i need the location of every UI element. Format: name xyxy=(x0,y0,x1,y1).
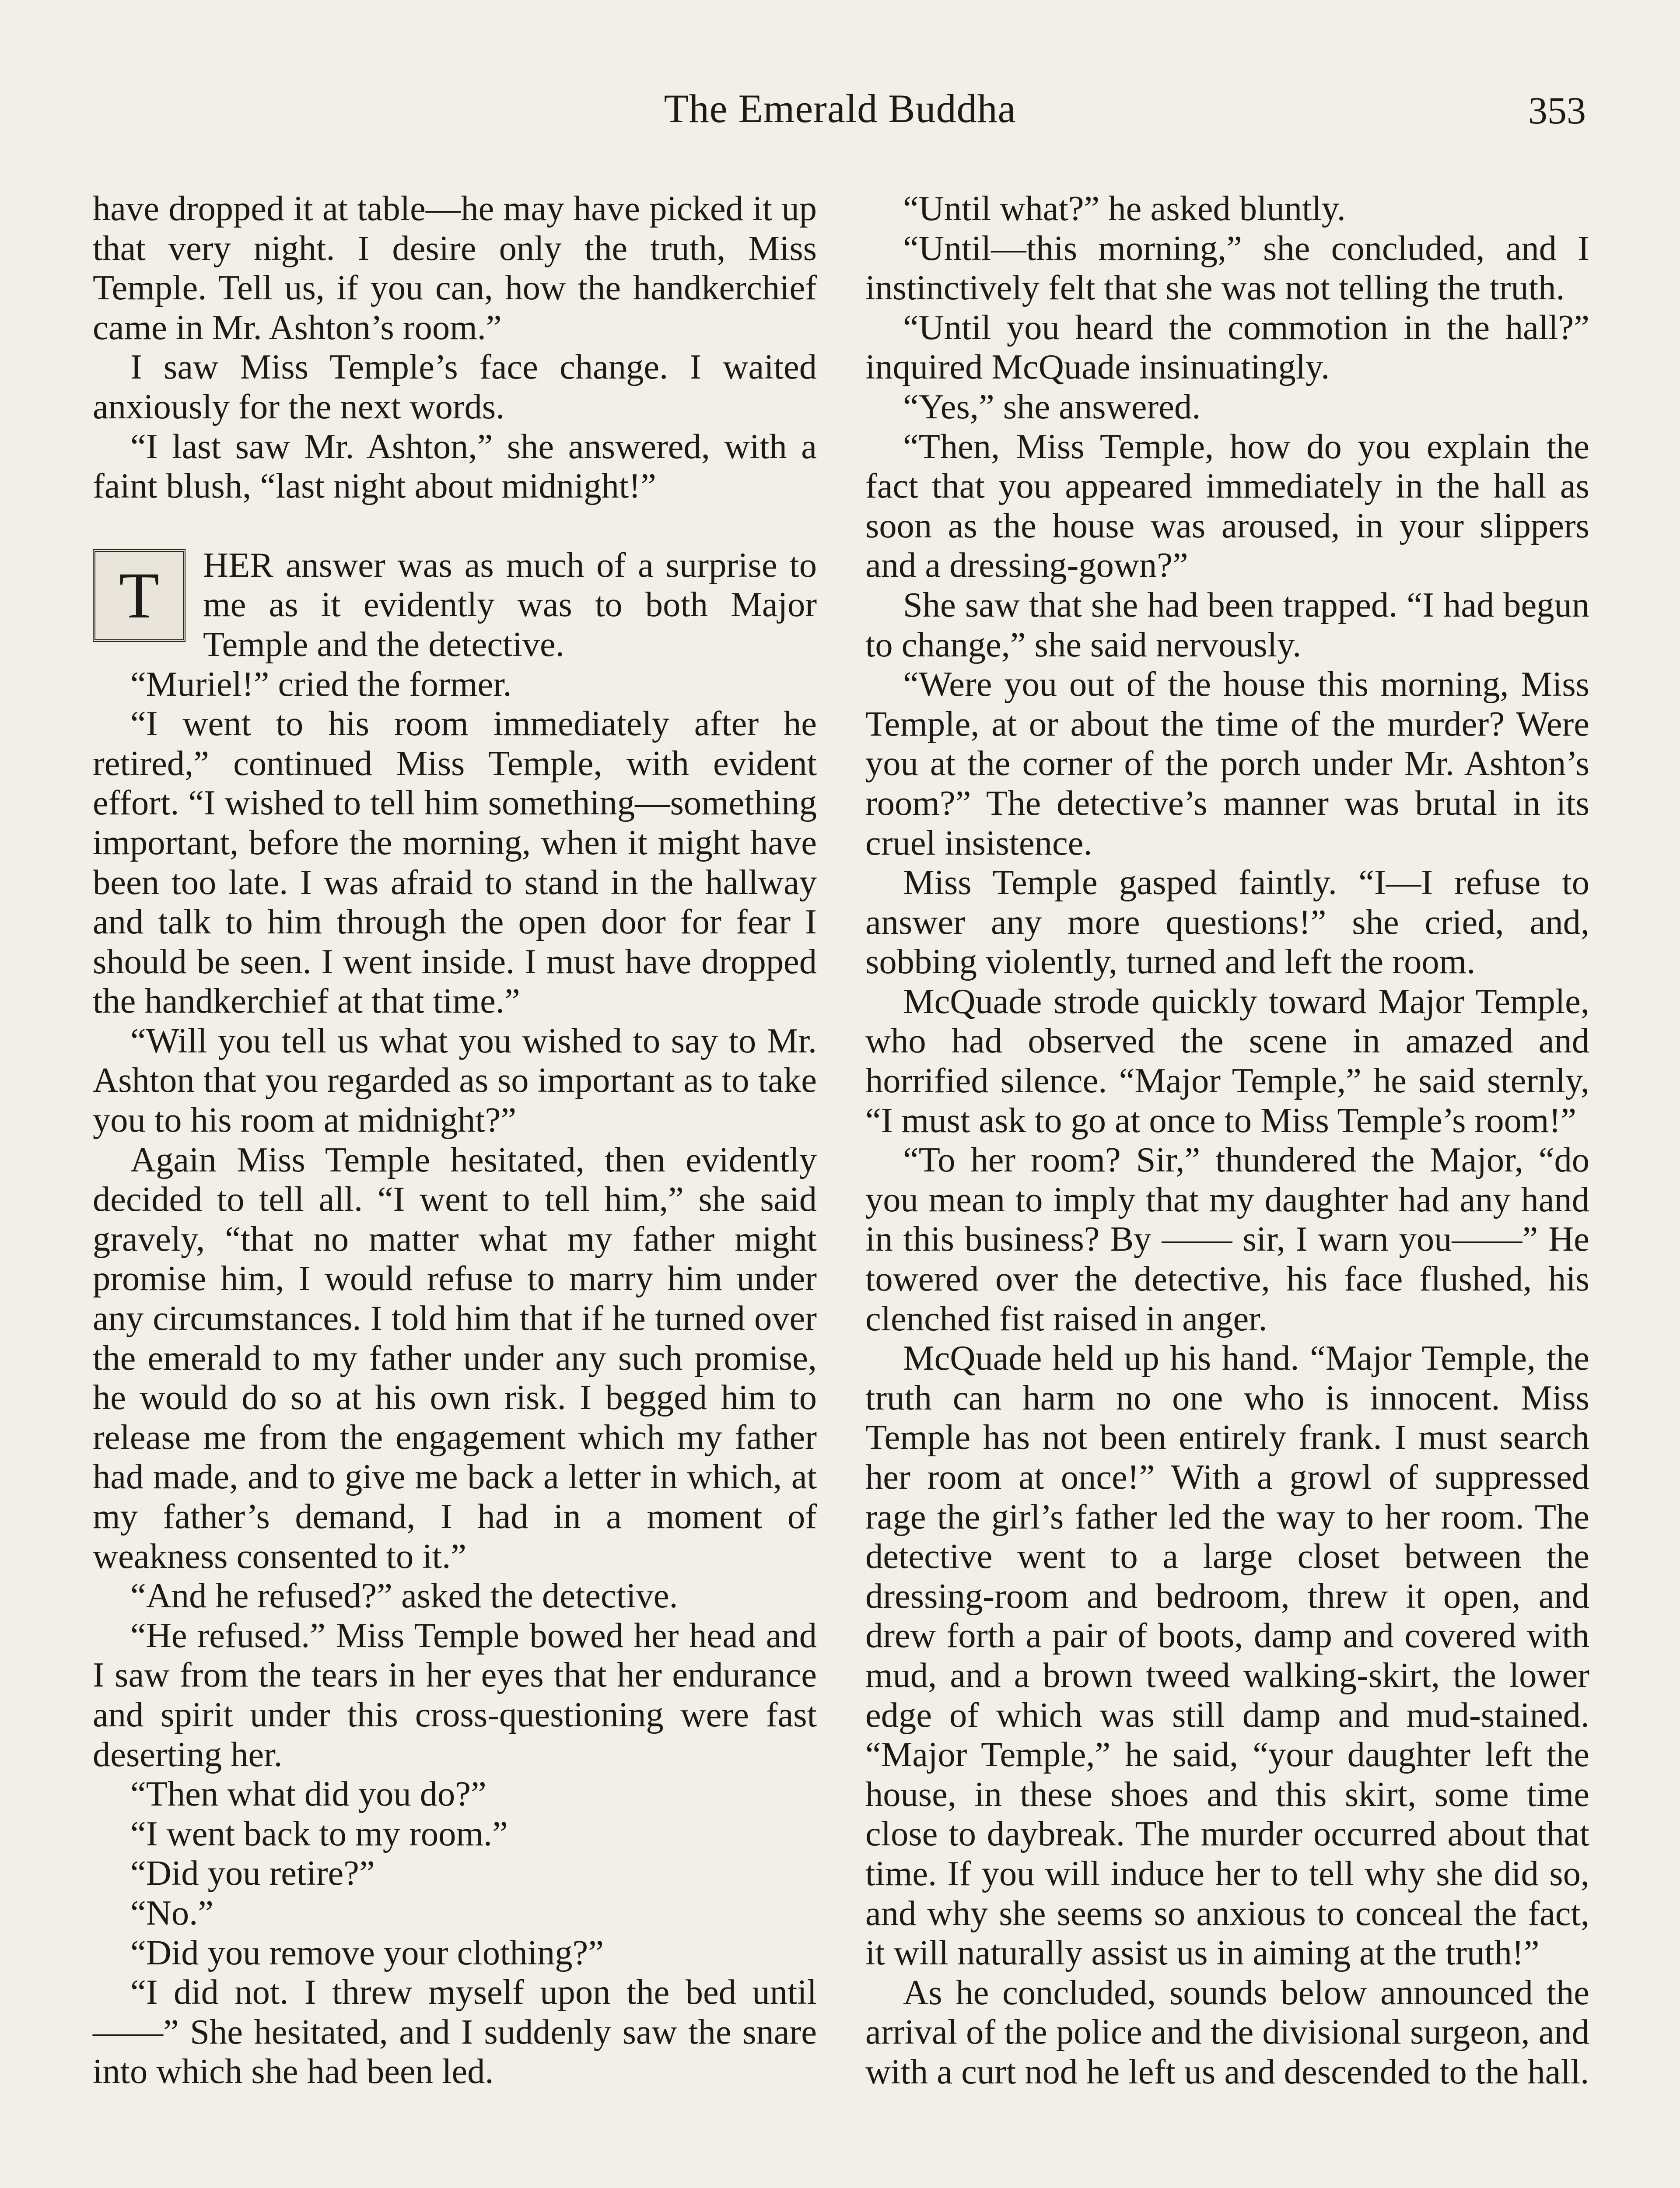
paragraph: Miss Temple gasped faintly. “I—I refuse to answer any more questions!” she cried, and, sobbing violently, turned and left the room. xyxy=(865,863,1589,982)
paragraph: I saw Miss Temple’s face change. I waited anxiously for the next words. xyxy=(93,347,817,426)
paragraph: “No.” xyxy=(130,1893,214,1932)
paragraph: Again Miss Temple hesitated, then evidently decided to tell all. “I went to tell him,” she said gravely, “that no matter what my father might promise him, I would refuse to marry him under any circumstances. I told him that if he turned over the emerald to my father under any such promise, he would do so at his own risk. I begged him to release me from the engagement which my father had made, and to give me back a letter in which, at my father’s demand, I had in a moment of weakness consented to it.” xyxy=(93,1140,817,1576)
right-column xyxy=(865,189,1589,2092)
paragraph: “Yes,” she answered. xyxy=(903,387,1201,426)
paragraph: “Were you out of the house this morning, Miss Temple, at or about the time of the murder? Were you at the corner of the porch under Mr. Ashton’s room?” The detective’s manner was brutal in its cruel insistence. xyxy=(865,665,1589,863)
paragraph: “I went back to my room.” xyxy=(130,1814,508,1853)
paragraph: “Muriel!” cried the former. xyxy=(130,664,512,704)
paragraph: “Then, Miss Temple, how do you explain the fact that you appeared immediately in the hall as soon as the house was aroused, in your slippers and a dressing-gown?” xyxy=(865,427,1589,585)
left-column xyxy=(93,189,817,2092)
paragraph-text: HER answer was as much of a surprise to me as it evidently was to both Major Temple and the detective. xyxy=(203,545,817,664)
paragraph: “Then what did you do?” xyxy=(130,1774,486,1814)
running-head xyxy=(0,85,1680,151)
paragraph: McQuade held up his hand. “Major Temple, the truth can harm no one who is innocent. Miss Temple has not been entirely frank. I must search her room at once!” With a growl of suppressed rage the girl’s father led the way to her room. The detective went to a large closet between the dressing-room and bedroom, threw it open, and drew forth a pair of boots, damp and covered with mud, and a brown tweed walking-skirt, the lower edge of which was still damp and mud-stained. “Major Temple,” he said, “your daughter left the house, in these shoes and this skirt, some time close to daybreak. The murder occurred about that time. If you will induce her to tell why she did so, and why she seems so anxious to conceal the fact, it will naturally assist us in aiming at the truth!” xyxy=(865,1339,1589,1973)
paragraph: “I went to his room immediately after he retired,” continued Miss Temple, with evident effort. “I wished to tell him something—something important, before the morning, when it might have been too late. I was afraid to stand in the hallway and talk to him through the open door for fear I should be seen. I went inside. I must have dropped the handkerchief at that time.” xyxy=(93,704,817,1021)
paragraph: “I last saw Mr. Ashton,” she answered, with a faint blush, “last night about midnight!” xyxy=(93,427,817,506)
paragraph: She saw that she had been trapped. “I had begun to change,” she said nervously. xyxy=(865,585,1589,664)
paragraph: McQuade strode quickly toward Major Temple, who had observed the scene in amazed and horrified silence. “Major Temple,” he said sternly, “I must ask to go at once to Miss Temple’s room!” xyxy=(865,982,1589,1140)
paragraph: “Until what?” he asked bluntly. xyxy=(903,189,1346,228)
paragraph: As he concluded, sounds below announced the arrival of the police and the divisional surgeon, and with a curt nod he left us and descended to the hall. xyxy=(865,1973,1590,2091)
paragraph: “Will you tell us what you wished to say to Mr. Ashton that you regarded as so important as to take you to his room at midnight?” xyxy=(93,1021,817,1140)
paragraph: “And he refused?” asked the detective. xyxy=(130,1576,678,1616)
paragraph: “Did you remove your clothing?” xyxy=(130,1933,604,1972)
paragraph: “Until—this morning,” she concluded, and I instinctively felt that she was not telling the truth. xyxy=(865,228,1589,308)
paragraph: “He refused.” Miss Temple bowed her head and I saw from the tears in her eyes that her endurance and spirit under this cross-questioning were fast deserting her. xyxy=(93,1616,817,1774)
page-number: 353 xyxy=(1528,90,1586,132)
paragraph: “Did you retire?” xyxy=(130,1854,375,1893)
drop-cap-ornament: T xyxy=(93,549,186,642)
page-title: The Emerald Buddha xyxy=(664,86,1016,131)
paragraph: “Until you heard the commotion in the hall?” inquired McQuade insinuatingly. xyxy=(865,308,1589,387)
paragraph: “I did not. I threw myself upon the bed until——” She hesitated, and I suddenly saw the snare into which she had been led. xyxy=(93,1973,817,2091)
section-opening-paragraph xyxy=(93,546,817,665)
paragraph: have dropped it at table—he may have picked it up that very night. I desire only the truth, Miss Temple. Tell us, if you can, how the handkerchief came in Mr. Ashton’s room.” xyxy=(93,189,817,347)
paragraph: “To her room? Sir,” thundered the Major, “do you mean to imply that my daughter had any hand in this business? By —— sir, I warn you——” He towered over the detective, his face flushed, his clenched fist raised in anger. xyxy=(865,1140,1589,1338)
